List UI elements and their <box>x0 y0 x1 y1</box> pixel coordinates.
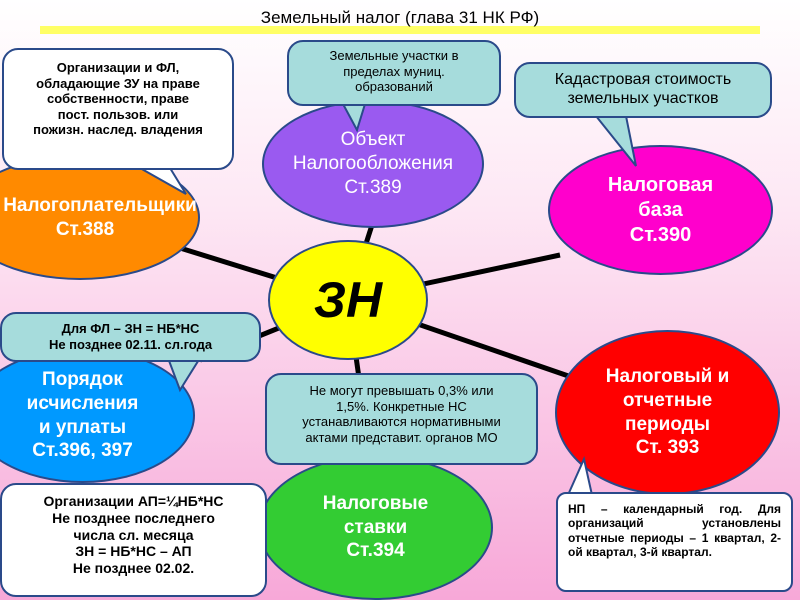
payment-order-article: Ст.396, 397 <box>32 440 133 462</box>
callout-line: Не позднее 02.11. сл.года <box>48 336 213 352</box>
payment-order-line-1: Порядок <box>42 369 123 390</box>
tax-periods-line-2: отчетные <box>622 389 713 411</box>
callout-line: ЗН = НБ*НС – АП <box>75 543 192 560</box>
tax-rates-callout <box>265 373 538 465</box>
payment-order-line-2: исчисления <box>26 392 139 414</box>
callout-line: Не позднее 02.02. <box>72 560 195 577</box>
callout-line: Земельные участки в <box>329 48 459 63</box>
organizations-advance-callout <box>0 483 267 597</box>
tax-object-line-1: Объект <box>340 129 406 151</box>
callout-line: актами представит. органов МО <box>305 429 498 445</box>
tax-rates-line-1: Налоговые <box>322 492 429 514</box>
individuals-payment-callout <box>0 312 261 362</box>
taxpayers-title: Налогоплательщики <box>3 194 197 216</box>
slide-title: Земельный налог (глава 31 НК РФ) <box>260 8 540 27</box>
tax-periods-line-3: периоды <box>625 413 710 435</box>
callout-line: пределах муниц. <box>343 63 445 79</box>
tax-rates-node <box>258 455 493 600</box>
payment-order-line-3: и уплаты <box>38 416 127 438</box>
callout-line: пожизн. наслед. владения <box>33 122 203 138</box>
land-tax-center-node <box>268 240 428 360</box>
callout-text: НП – календарный год. Для организаций установлены отчетные периоды – 1 квартал, 2-ой квартал, 3-й квартал. <box>568 502 781 560</box>
callout-tail <box>590 112 650 172</box>
tax-base-callout <box>514 62 772 118</box>
callout-line: Организации и ФЛ, <box>56 60 180 75</box>
tax-base-line-2: база <box>638 198 683 221</box>
callout-line: собственности, праве <box>46 91 190 107</box>
callout-line: Не позднее последнего <box>52 509 215 526</box>
tax-base-line-1: Налоговая <box>607 173 714 196</box>
callout-line: пост. пользов. или <box>57 106 179 122</box>
tax-base-article: Ст.390 <box>629 223 692 246</box>
callout-line: земельных участков <box>567 90 719 108</box>
tax-rates-article: Ст.394 <box>346 540 405 562</box>
callout-line: Для ФЛ – ЗН = НБ*НС <box>61 321 200 336</box>
callout-line: числа сл. месяца <box>73 526 194 543</box>
callout-tail <box>335 100 375 140</box>
taxpayers-article: Ст.388 <box>55 218 115 240</box>
callout-line: Кадастровая стоимость <box>554 71 732 88</box>
tax-object-callout <box>287 40 501 106</box>
land-tax-label: ЗН <box>313 271 383 328</box>
tax-periods-callout <box>556 492 793 592</box>
callout-line: Организации АП=¼НБ*НС <box>43 493 224 509</box>
tax-rates-line-2: ставки <box>343 516 408 538</box>
callout-line: Не могут превышать 0,3% или <box>309 383 494 398</box>
callout-line: обладающие ЗУ на праве <box>36 75 200 91</box>
callout-line: устанавливаются нормативными <box>302 414 501 430</box>
tax-base-node <box>548 145 773 275</box>
callout-line: образований <box>355 79 433 95</box>
taxpayers-callout <box>2 48 234 170</box>
callout-line: 1,5%. Конкретные НС <box>336 398 467 414</box>
tax-periods-line-1: Налоговый и <box>605 366 730 387</box>
tax-periods-article: Ст. 393 <box>635 437 700 459</box>
tax-object-line-2: Налогообложения <box>292 153 454 175</box>
tax-object-article: Ст.389 <box>344 176 402 198</box>
